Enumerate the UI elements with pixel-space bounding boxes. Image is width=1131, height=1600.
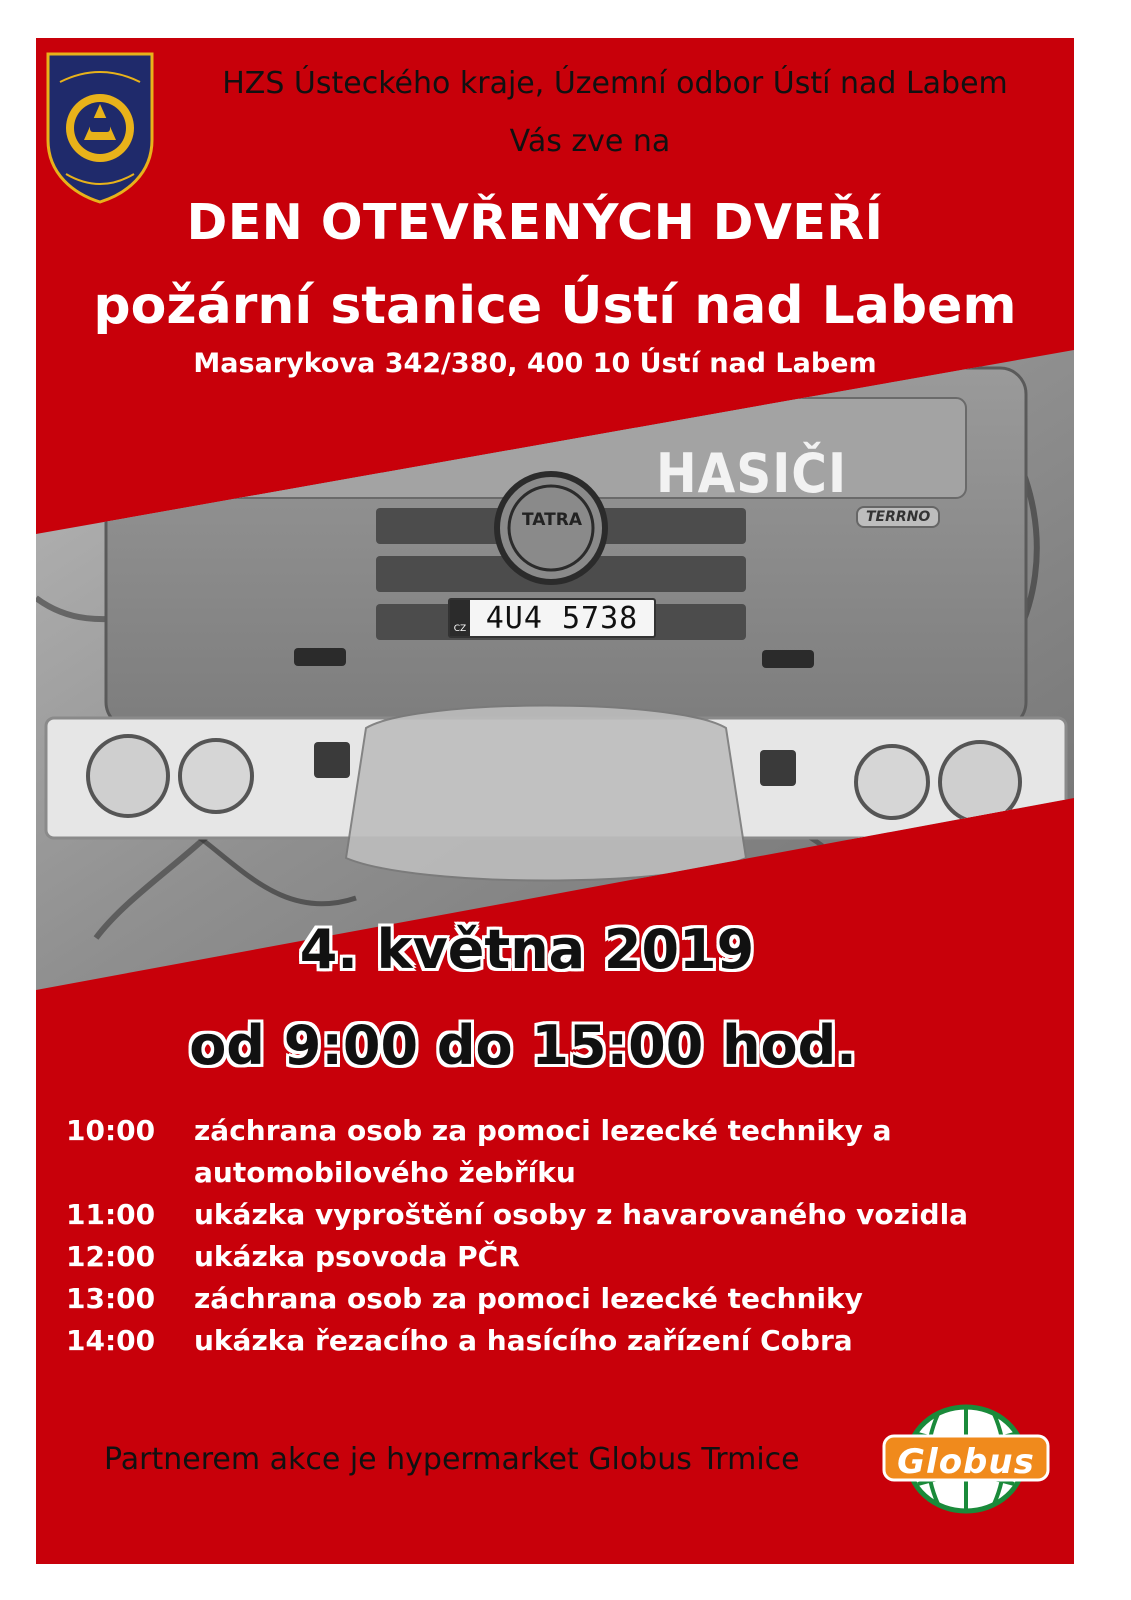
schedule-description: záchrana osob za pomoci lezecké techniky [194,1282,863,1315]
invite-text: Vás zve na [509,124,671,159]
plate-country-code: CZ [450,600,470,636]
schedule-description: ukázka psovoda PČR [194,1240,520,1273]
schedule-time: 14:00 [66,1324,156,1357]
event-address: Masarykova 342/380, 400 10 Ústí nad Labem [193,348,877,379]
event-date: 4. května 2019 [299,918,755,981]
event-subtitle: požární stanice Ústí nad Labem [93,276,1017,336]
schedule-row [66,1194,1056,1236]
tatra-brand-label: TATRA [522,510,582,530]
event-title: DEN OTEVŘENÝCH DVEŘÍ [186,194,884,251]
partner-text: Partnerem akce je hypermarket Globus Trmice [104,1442,800,1477]
schedule-row [66,1110,1056,1194]
truck-hasici-label: HASIČI [656,442,848,505]
schedule-row [66,1320,1056,1362]
program-schedule [66,1110,1056,1362]
schedule-time: 10:00 [66,1114,156,1147]
plate-number: 4U4 5738 [485,600,639,636]
schedule-description: záchrana osob za pomoci lezecké techniky a automobilového žebříku [194,1114,892,1189]
schedule-description: ukázka vyproštění osoby z havarovaného vozidla [194,1198,969,1231]
schedule-time: 12:00 [66,1240,156,1273]
schedule-row [66,1236,1056,1278]
event-time: od 9:00 do 15:00 hod. [189,1014,857,1077]
terrno-model-label: TERRNO [856,506,940,528]
schedule-row [66,1278,1056,1320]
license-plate [448,598,656,638]
schedule-description: ukázka řezacího a hasícího zařízení Cobra [194,1324,853,1357]
schedule-time: 11:00 [66,1198,156,1231]
organizer-line: HZS Ústeckého kraje, Územní odbor Ústí nad Labem [222,66,1008,101]
poster [36,38,1074,1564]
globus-logo-text: Globus [897,1442,1035,1482]
schedule-time: 13:00 [66,1282,156,1315]
